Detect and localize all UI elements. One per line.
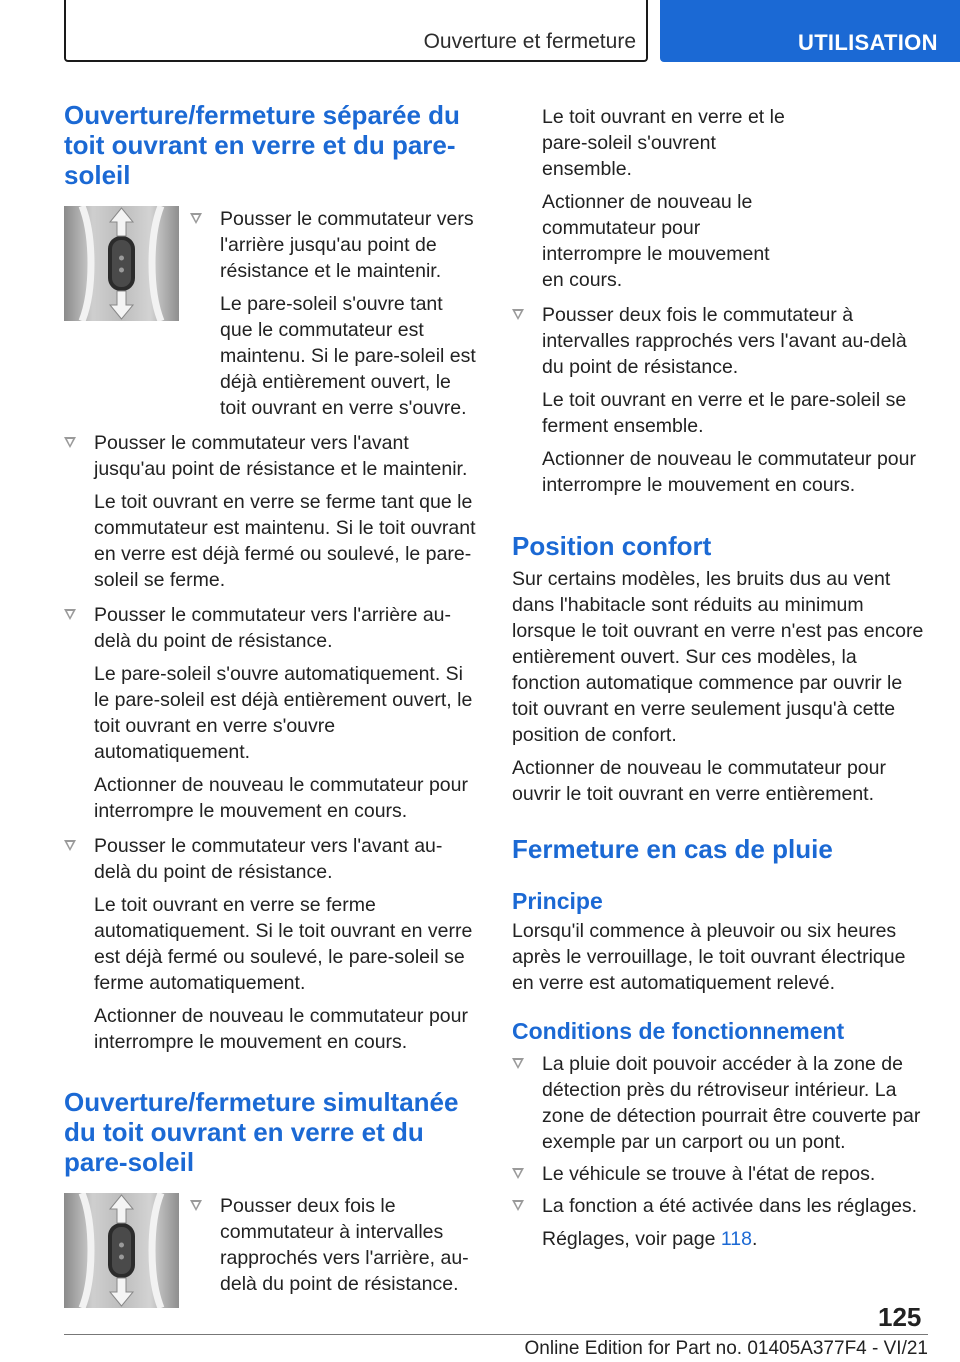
list-item-text: La pluie doit pouvoir accéder à la zone de détection près du rétroviseur intérieur. La zone de détection pourrait être couverte par exemple par un carport ou un pont. [542,1053,921,1153]
list-item-paragraph: Actionner de nouveau le commutateur pour interrompre le mouvement en cours. [94,774,468,822]
paragraph: Actionner de nouveau le commutateur pour interrompre le mouvement en cours. [542,191,770,291]
section-tab[interactable] [660,0,960,62]
list-item [64,430,478,593]
settings-reference [542,1226,928,1252]
chapter-title: Ouverture et fermeture [423,30,636,53]
list-item-text: Le véhicule se trouve à l'état de repos. [542,1163,876,1185]
settings-page-link[interactable]: 118 [720,1228,752,1250]
heading-principle: Principe [512,888,603,914]
bullet-triangle-icon [64,840,76,851]
settings-reference-suffix: . [751,1228,758,1250]
continued-text [512,104,792,293]
right-column [512,104,928,1252]
figure-row-2 [64,1193,478,1308]
edition-note: Online Edition for Part no. 01405A377F4 - VI/21 [524,1338,928,1359]
list-item [512,302,928,498]
switch-illustration-1 [64,206,179,321]
heading-conditions: Conditions de fonctionnement [512,1018,845,1044]
left-column [64,100,478,1308]
heading-simultaneous-opening: Ouverture/fermeture simultanée du toit ouvrant en verre et du pare-soleil [64,1087,459,1177]
list-item [512,1193,928,1252]
list-item [190,1193,478,1297]
bullet-triangle-icon [64,609,76,620]
list-item-text: Pousser le commutateur vers l'arrière jusqu'au point de résistance et le maintenir. [220,208,474,282]
bullet-triangle-icon [512,1168,524,1179]
list-item-paragraph: Le toit ouvrant en verre se ferme automatiquement. Si le toit ouvrant en verre est déjà fermé ou soulevé, le pare-soleil se ferme automatiquement. [94,894,473,994]
list-item [512,1161,928,1187]
paragraph: Lorsqu'il commence à pleuvoir ou six heures après le verrouillage, le toit ouvrant électrique en verre est automatiquement relevé. [512,920,906,994]
list-item-text: Pousser le commutateur vers l'avant au-delà du point de résistance. [94,835,443,883]
list-item [64,602,478,824]
bullet-triangle-icon [64,437,76,448]
list-item-paragraph: Actionner de nouveau le commutateur pour interrompre le mouvement en cours. [94,1005,468,1053]
page-number: 125 [878,1302,922,1332]
figure-row-1 [64,206,478,421]
bullet-triangle-icon [190,213,202,224]
section-tab-label: UTILISATION [798,30,938,55]
heading-separate-opening: Ouverture/fermeture séparée du toit ouvrant en verre et du pare-soleil [64,100,460,190]
bullet-triangle-icon [512,309,524,320]
list-item-text: La fonction a été activée dans les réglages. [542,1195,918,1217]
paragraph: Sur certains modèles, les bruits dus au vent dans l'habitacle sont réduits au minimum lorsque le toit ouvrant en verre n'est pas encore entièrement ouvert. Sur ces modèles, la fonction automatique commence par ouvrir le toit ouvrant en verre seulement jusqu'à cette position de confort. [512,568,924,746]
footer-divider [64,1334,928,1335]
list-item [64,833,478,1055]
paragraph: Le toit ouvrant en verre et le pare-soleil s'ouvrent ensemble. [542,106,785,180]
heading-comfort-position: Position confort [512,531,712,561]
list-item-paragraph: Le toit ouvrant en verre et le pare-soleil se ferment ensemble. [542,389,907,437]
bullet-triangle-icon [512,1058,524,1069]
list-item-paragraph: Le pare-soleil s'ouvre automatiquement. Si le pare-soleil est déjà entièrement ouvert, le toit ouvrant en verre s'ouvre automatiquement. [94,663,473,763]
bullet-triangle-icon [190,1200,202,1211]
list-item-text: Pousser le commutateur vers l'arrière au-delà du point de résistance. [94,604,452,652]
list-item-paragraph: Le toit ouvrant en verre se ferme tant que le commutateur est maintenu. Si le toit ouvrant en verre est déjà fermé ou soulevé, le pare-soleil se ferme. [94,491,476,591]
paragraph: Actionner de nouveau le commutateur pour ouvrir le toit ouvrant en verre entièrement. [512,757,886,805]
list-item [512,1051,928,1155]
list-item-text: Pousser deux fois le commutateur à intervalles rapprochés vers l'arrière, au-delà du point de résistance. [220,1195,469,1295]
switch-illustration-2 [64,1193,179,1308]
list-item-paragraph: Actionner de nouveau le commutateur pour interrompre le mouvement en cours. [542,448,916,496]
settings-reference-prefix: Réglages, voir page [542,1228,721,1250]
list-item-text: Pousser le commutateur vers l'avant jusqu'au point de résistance et le maintenir. [94,432,468,480]
bullet-triangle-icon [512,1200,524,1211]
list-item-paragraph: Le pare-soleil s'ouvre tant que le commutateur est maintenu. Si le pare-soleil est déjà entièrement ouvert, le toit ouvrant en verre s'ouvre. [220,293,476,419]
heading-rain-closing: Fermeture en cas de pluie [512,834,833,864]
list-item [190,206,478,421]
list-item-text: Pousser deux fois le commutateur à intervalles rapprochés vers l'avant au-delà du point de résistance. [542,304,907,378]
